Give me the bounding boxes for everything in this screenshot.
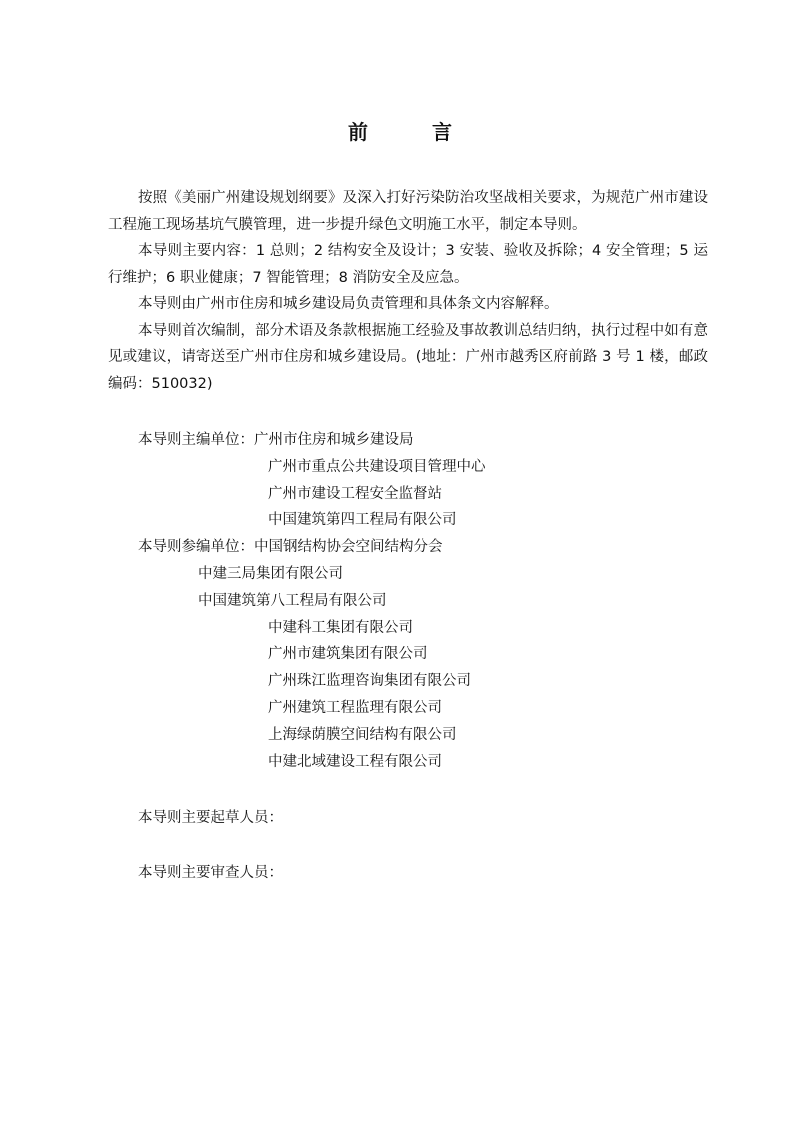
chief-editor-label: 本导则主编单位： — [138, 432, 254, 448]
participating-unit: 广州市建筑集团有限公司 — [268, 646, 428, 663]
preface-body — [108, 185, 708, 397]
participating-label: 本导则参编单位： — [138, 539, 254, 556]
participating-unit: 上海绿荫膜空间结构有限公司 — [268, 726, 457, 743]
page-title: 前 言 — [348, 120, 474, 144]
chief-editor-unit: 广州市重点公共建设项目管理中心 — [268, 458, 486, 475]
paragraph-contents: 本导则主要内容：1 总则；2 结构安全及设计；3 安装、验收及拆除；4 安全管理；5 运行维护；6 职业健康；7 智能管理；8 消防安全及应急。 — [108, 243, 708, 286]
paragraph-purpose: 按照《美丽广州建设规划纲要》及深入打好污染防治攻坚战相关要求，为规范广州市建设工程施工现场基坑气膜管理，进一步提升绿色文明施工水平，制定本导则。 — [108, 190, 708, 233]
chief-editor-unit: 广州市住房和城乡建设局 — [254, 432, 414, 448]
chief-editor-unit: 中国建筑第四工程局有限公司 — [268, 512, 457, 529]
chief-editor-line — [138, 427, 486, 454]
paragraph-management: 本导则由广州市住房和城乡建设局负责管理和具体条文内容解释。 — [138, 296, 559, 312]
drafters-label: 本导则主要起草人员： — [138, 810, 283, 826]
participating-line — [138, 534, 486, 561]
participating-unit: 广州建筑工程监理有限公司 — [268, 699, 442, 716]
paragraph-feedback: 本导则首次编制，部分术语及条款根据施工经验及事故教训总结归纳，执行过程中如有意见或建议，请寄送至广州市住房和城乡建设局。(地址：广州市越秀区府前路 3 号 1 楼，邮政编码：510032) — [108, 322, 708, 392]
reviewers-label: 本导则主要审查人员： — [138, 865, 283, 881]
participating-unit: 中国钢结构协会空间结构分会 — [254, 539, 443, 556]
participating-unit: 中建科工集团有限公司 — [268, 619, 413, 636]
participating-unit: 广州珠江监理咨询集团有限公司 — [268, 673, 471, 690]
participating-unit: 中国建筑第八工程局有限公司 — [198, 592, 387, 609]
participating-unit: 中建三局集团有限公司 — [198, 565, 343, 582]
units-list — [138, 427, 486, 775]
chief-editor-unit: 广州市建设工程安全监督站 — [268, 485, 442, 502]
participating-unit: 中建北域建设工程有限公司 — [268, 753, 442, 770]
